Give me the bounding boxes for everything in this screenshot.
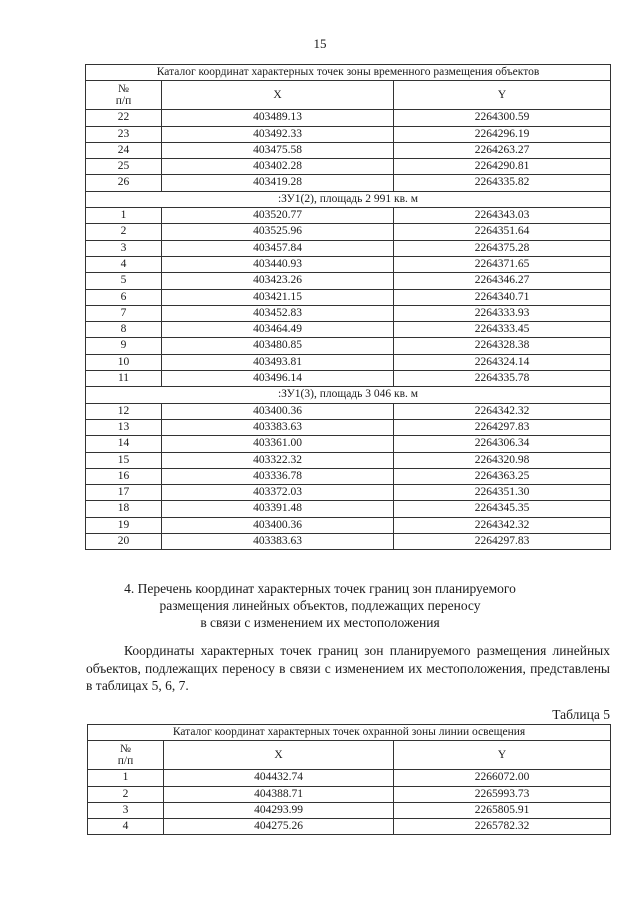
cell-y: 2264363.25 <box>394 468 611 484</box>
cell-x: 403475.58 <box>162 142 394 158</box>
cell-x: 403400.36 <box>162 403 394 419</box>
column-header-y: Y <box>394 81 611 110</box>
cell-number: 1 <box>88 770 164 786</box>
cell-y: 2264342.32 <box>394 403 611 419</box>
coordinates-table-lighting-line-zone <box>87 724 611 835</box>
cell-x: 403423.26 <box>162 273 394 289</box>
table-row <box>86 273 611 289</box>
table-row <box>86 436 611 452</box>
cell-number: 17 <box>86 485 162 501</box>
cell-number: 20 <box>86 534 162 550</box>
cell-y: 2264296.19 <box>394 126 611 142</box>
cell-x: 403489.13 <box>162 110 394 126</box>
cell-y: 2265782.32 <box>394 819 611 835</box>
table-row <box>86 534 611 550</box>
cell-x: 404388.71 <box>164 786 394 802</box>
table-row <box>86 289 611 305</box>
column-header-number <box>86 81 162 110</box>
body-paragraph: Координаты характерных точек границ зон планируемого размещения линейных объектов, подлежащих переносу в связи с изменением их местоположения, представлены в таблицах 5, 6, 7. <box>86 643 610 693</box>
section-heading-line1: 4. Перечень координат характерных точек границ зон планируемого <box>124 581 516 596</box>
table-row <box>86 110 611 126</box>
table-row <box>88 802 611 818</box>
cell-number: 6 <box>86 289 162 305</box>
table-body-group-b <box>86 208 611 387</box>
section-heading-line3: в связи с изменением их местоположения <box>200 615 440 630</box>
cell-x: 404293.99 <box>164 802 394 818</box>
table-row <box>88 819 611 835</box>
cell-y: 2264333.45 <box>394 322 611 338</box>
cell-number: 23 <box>86 126 162 142</box>
table-row <box>86 517 611 533</box>
cell-y: 2264351.64 <box>394 224 611 240</box>
cell-x: 403464.49 <box>162 322 394 338</box>
table-row <box>86 305 611 321</box>
cell-number: 8 <box>86 322 162 338</box>
cell-x: 403457.84 <box>162 240 394 256</box>
cell-number: 24 <box>86 142 162 158</box>
cell-x: 404275.26 <box>164 819 394 835</box>
cell-number: 2 <box>88 786 164 802</box>
cell-y: 2264343.03 <box>394 208 611 224</box>
cell-y: 2264300.59 <box>394 110 611 126</box>
cell-x: 403421.15 <box>162 289 394 305</box>
table-row <box>86 224 611 240</box>
cell-number: 3 <box>88 802 164 818</box>
cell-y: 2264297.83 <box>394 534 611 550</box>
cell-y: 2265993.73 <box>394 786 611 802</box>
cell-y: 2264297.83 <box>394 419 611 435</box>
cell-x: 404432.74 <box>164 770 394 786</box>
cell-number: 26 <box>86 175 162 191</box>
table-row <box>86 501 611 517</box>
cell-y: 2264333.93 <box>394 305 611 321</box>
group-header-zu1-2: :ЗУ1(2), площадь 2 991 кв. м <box>86 191 611 207</box>
cell-number: 4 <box>88 819 164 835</box>
cell-x: 403452.83 <box>162 305 394 321</box>
group-header-zu1-3: :ЗУ1(3), площадь 3 046 кв. м <box>86 387 611 403</box>
column-header-number-line1: № <box>118 83 129 96</box>
column-header-number-line2: п/п <box>117 755 134 768</box>
cell-number: 22 <box>86 110 162 126</box>
table-body-group-c <box>86 403 611 550</box>
table-row <box>86 240 611 256</box>
cell-number: 25 <box>86 159 162 175</box>
cell-x: 403492.33 <box>162 126 394 142</box>
cell-x: 403361.00 <box>162 436 394 452</box>
table-row <box>88 786 611 802</box>
cell-number: 5 <box>86 273 162 289</box>
cell-number: 2 <box>86 224 162 240</box>
table-label: Таблица 5 <box>552 707 610 722</box>
table-row <box>88 770 611 786</box>
cell-y: 2264335.78 <box>394 371 611 387</box>
coordinates-table-temporary-zone <box>85 64 611 550</box>
section-heading <box>0 580 640 631</box>
column-header-number-line1: № <box>120 743 131 756</box>
column-header-y: Y <box>394 741 611 770</box>
cell-number: 1 <box>86 208 162 224</box>
table-row <box>86 468 611 484</box>
table-row <box>86 371 611 387</box>
column-header-number-line2: п/п <box>115 95 132 108</box>
cell-x: 403493.81 <box>162 354 394 370</box>
cell-number: 11 <box>86 371 162 387</box>
table-row <box>86 126 611 142</box>
cell-number: 12 <box>86 403 162 419</box>
cell-y: 2264328.38 <box>394 338 611 354</box>
cell-number: 18 <box>86 501 162 517</box>
cell-x: 403440.93 <box>162 256 394 272</box>
table-row <box>86 208 611 224</box>
cell-y: 2264306.34 <box>394 436 611 452</box>
page-number: 15 <box>313 36 327 51</box>
cell-y: 2264371.65 <box>394 256 611 272</box>
cell-x: 403520.77 <box>162 208 394 224</box>
table-row <box>86 256 611 272</box>
cell-x: 403391.48 <box>162 501 394 517</box>
table-row <box>86 142 611 158</box>
cell-x: 403383.63 <box>162 419 394 435</box>
cell-y: 2264345.35 <box>394 501 611 517</box>
cell-y: 2264346.27 <box>394 273 611 289</box>
section-heading-line2: размещения линейных объектов, подлежащих переносу <box>159 598 481 613</box>
table-row <box>86 452 611 468</box>
column-header-x: X <box>162 81 394 110</box>
table-row <box>86 322 611 338</box>
cell-number: 3 <box>86 240 162 256</box>
table-row <box>86 175 611 191</box>
table-row <box>86 159 611 175</box>
cell-number: 19 <box>86 517 162 533</box>
cell-y: 2264375.28 <box>394 240 611 256</box>
cell-x: 403496.14 <box>162 371 394 387</box>
cell-number: 4 <box>86 256 162 272</box>
table-row <box>86 338 611 354</box>
table-body-group-a <box>86 110 611 191</box>
cell-x: 403322.32 <box>162 452 394 468</box>
cell-number: 9 <box>86 338 162 354</box>
cell-x: 403525.96 <box>162 224 394 240</box>
table-caption: Каталог координат характерных точек зоны временного размещения объектов <box>86 65 611 81</box>
cell-y: 2264342.32 <box>394 517 611 533</box>
cell-x: 403372.03 <box>162 485 394 501</box>
cell-x: 403400.36 <box>162 517 394 533</box>
table-row <box>86 403 611 419</box>
table-row <box>86 419 611 435</box>
cell-x: 403383.63 <box>162 534 394 550</box>
cell-y: 2264320.98 <box>394 452 611 468</box>
cell-x: 403419.28 <box>162 175 394 191</box>
cell-y: 2264263.27 <box>394 142 611 158</box>
cell-y: 2264324.14 <box>394 354 611 370</box>
table-row <box>86 485 611 501</box>
cell-x: 403480.85 <box>162 338 394 354</box>
cell-y: 2264351.30 <box>394 485 611 501</box>
cell-number: 13 <box>86 419 162 435</box>
cell-number: 7 <box>86 305 162 321</box>
cell-x: 403402.28 <box>162 159 394 175</box>
cell-y: 2266072.00 <box>394 770 611 786</box>
cell-number: 16 <box>86 468 162 484</box>
cell-x: 403336.78 <box>162 468 394 484</box>
table-row <box>86 354 611 370</box>
table-body <box>88 770 611 835</box>
cell-number: 14 <box>86 436 162 452</box>
cell-y: 2264340.71 <box>394 289 611 305</box>
cell-number: 10 <box>86 354 162 370</box>
cell-y: 2264290.81 <box>394 159 611 175</box>
cell-y: 2265805.91 <box>394 802 611 818</box>
column-header-x: X <box>164 741 394 770</box>
table-caption: Каталог координат характерных точек охранной зоны линии освещения <box>88 725 611 741</box>
column-header-number <box>88 741 164 770</box>
cell-y: 2264335.82 <box>394 175 611 191</box>
cell-number: 15 <box>86 452 162 468</box>
